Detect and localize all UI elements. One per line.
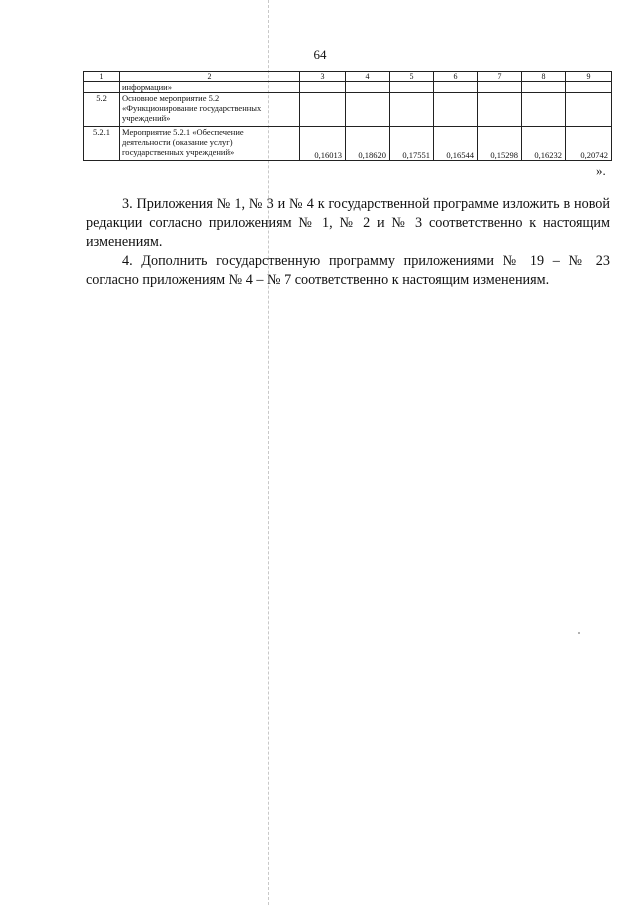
value-cell: [522, 93, 566, 127]
value-cell: [346, 93, 390, 127]
row-number: 5.2: [84, 93, 120, 127]
row-number: 5.2.1: [84, 127, 120, 161]
value-cell: 0,18620: [346, 127, 390, 161]
value-cell: [346, 82, 390, 93]
row-name-line: Основное мероприятие 5.2: [122, 93, 220, 103]
value-cell: 0,17551: [390, 127, 434, 161]
value-cell: [434, 82, 478, 93]
value-cell: [522, 82, 566, 93]
row-name-line: «Функционирование государственных: [122, 103, 262, 113]
value-cell: [390, 93, 434, 127]
page-number: 64: [313, 47, 327, 62]
row-name: [120, 82, 300, 93]
value-cell: 0,16232: [522, 127, 566, 161]
column-header: 7: [478, 72, 522, 82]
row-name-line: Мероприятие 5.2.1 «Обеспечение: [122, 127, 244, 137]
value-cell: 0,15298: [478, 127, 522, 161]
value-cell: [390, 82, 434, 93]
column-header: 9: [566, 72, 612, 82]
column-header: 6: [434, 72, 478, 82]
column-header: 5: [390, 72, 434, 82]
value-cell: [478, 82, 522, 93]
row-name-line: государственных учреждений»: [122, 147, 235, 157]
row-name-line: деятельности (оказание услуг): [122, 137, 233, 147]
row-name-line: учреждений»: [122, 113, 171, 123]
row-name: [120, 127, 300, 161]
scan-speck: [578, 632, 580, 634]
value-cell: [434, 93, 478, 127]
column-header: 2: [120, 72, 300, 82]
table-row: [84, 82, 612, 93]
row-name: [120, 93, 300, 127]
column-header: 8: [522, 72, 566, 82]
funding-table: [83, 71, 612, 161]
row-number: [84, 82, 120, 93]
value-cell: 0,16544: [434, 127, 478, 161]
table-row: [84, 93, 612, 127]
table-header-row: [84, 72, 612, 82]
paragraph-item-3: 3. Приложения № 1, № 3 и № 4 к государственной программе изложить в новой редакции согласно приложениям № 1, № 2 и № 3 соответственно к настоящим изменениям.: [86, 196, 610, 250]
row-name-line: информации»: [122, 82, 172, 92]
value-cell: [300, 93, 346, 127]
table-row: [84, 127, 612, 161]
paragraph-item-4: 4. Дополнить государственную программу приложениями № 19 – № 23 согласно приложениям № 4 – № 7 соответственно к настоящим изменениям.: [86, 253, 610, 288]
value-cell: [300, 82, 346, 93]
column-header: 3: [300, 72, 346, 82]
column-header: 4: [346, 72, 390, 82]
value-cell: [478, 93, 522, 127]
value-cell: [566, 93, 612, 127]
value-cell: 0,16013: [300, 127, 346, 161]
column-header: 1: [84, 72, 120, 82]
value-cell: 0,20742: [566, 127, 612, 161]
value-cell: [566, 82, 612, 93]
closing-quote: ».: [596, 163, 606, 178]
